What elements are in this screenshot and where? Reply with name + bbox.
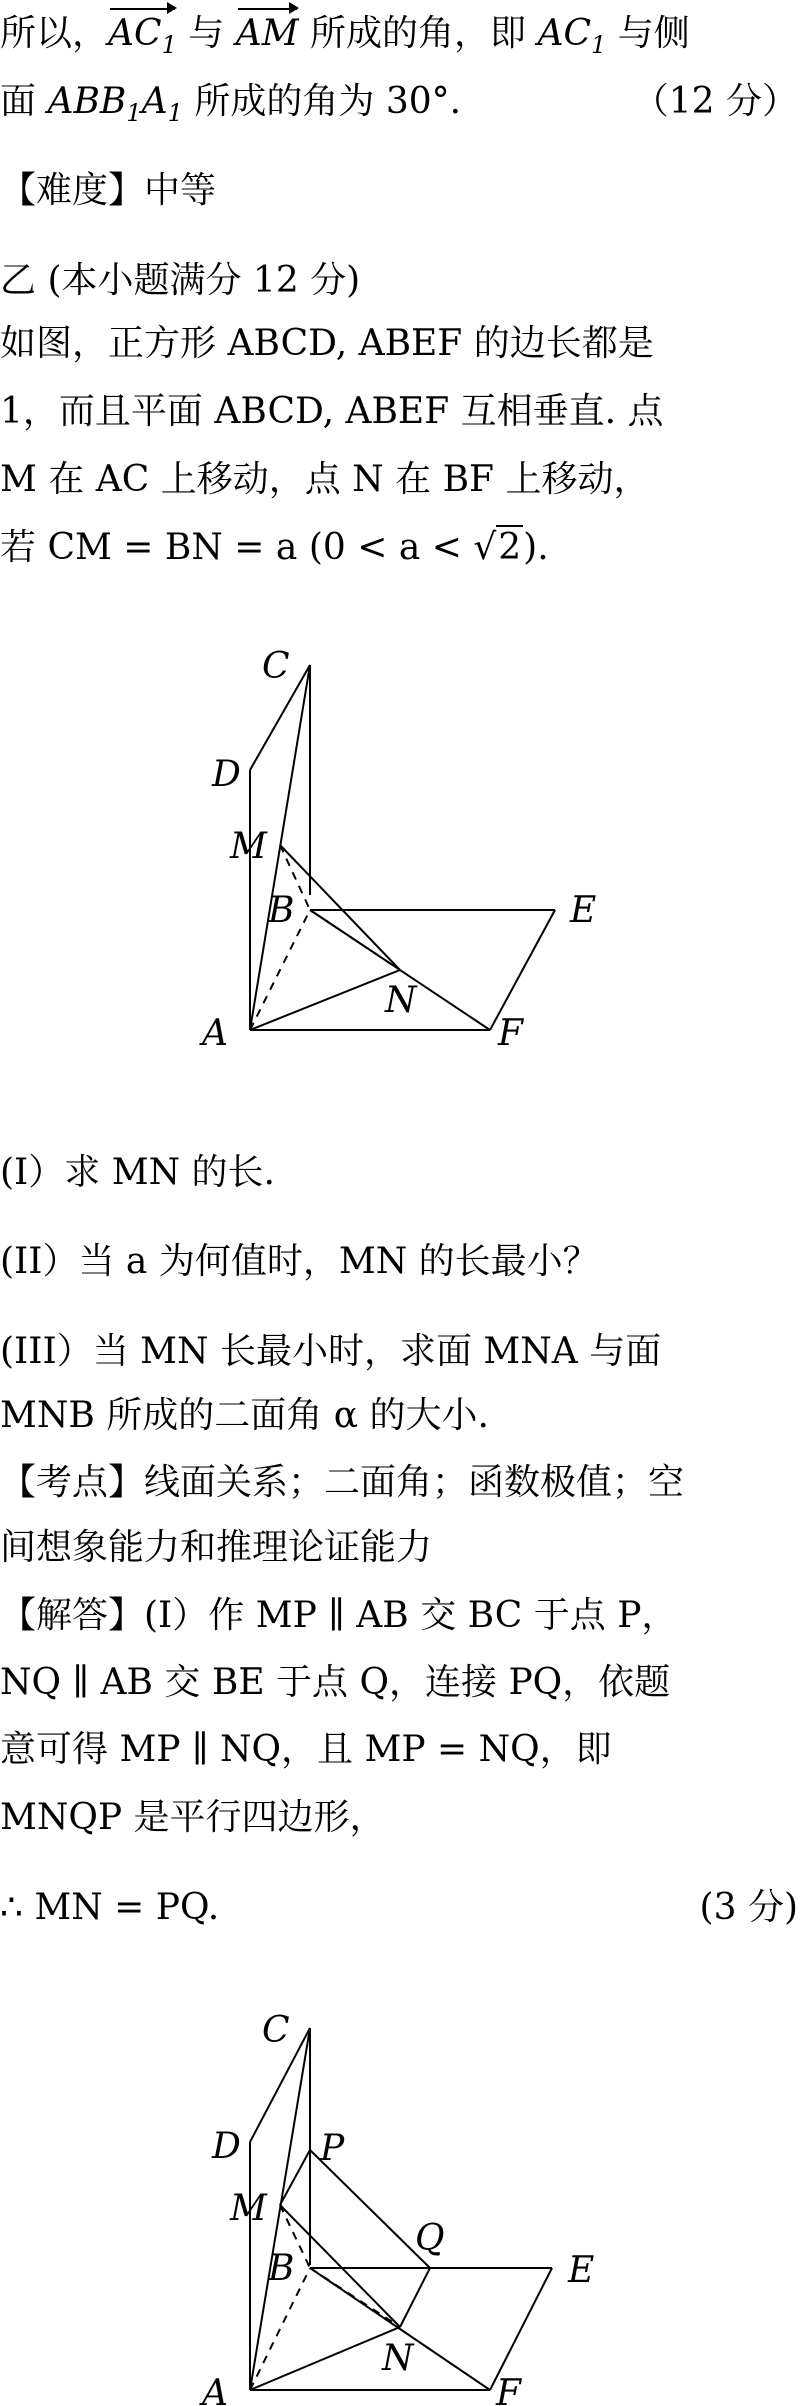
edge-MN [280, 2205, 400, 2327]
text: 与侧 [606, 13, 690, 54]
label-D: D [212, 2126, 241, 2167]
edge-QN [400, 2268, 430, 2327]
face-label: $ABB_1A_1$ [47, 81, 183, 127]
edge-AN [250, 970, 400, 1030]
label-E: E [570, 890, 597, 931]
label-D: D [212, 754, 241, 795]
label-F: F [496, 2373, 521, 2406]
figure-2 [190, 2000, 630, 2406]
label-N: N [385, 980, 417, 1021]
label-Q: Q [415, 2218, 445, 2259]
sqrt-radicand: 2 [498, 527, 522, 568]
label-B: B [268, 2248, 295, 2289]
segment-ac1: $AC_1$ [537, 13, 607, 59]
text: 与 [176, 13, 236, 54]
label-P: P [320, 2128, 345, 2169]
label-F: F [498, 1013, 523, 1054]
text: 所成的角，即 [298, 13, 538, 54]
text: 所成的角为 30°. [182, 81, 462, 122]
figure-1-svg [190, 640, 630, 1060]
label-A: A [202, 2373, 228, 2406]
exam-page: 所以，$AC_1$ 与 AM 所成的角，即 $AC_1$ 与侧 面 $ABB_1A_1$ 所成的角为 30°. （12 分） 【难度】中等 乙 (本小题满分 12 分) 如图，正方形 ABCD, ABEF 的边长都是 1，而且平面 ABCD, ABEF 互相垂直. 点 M 在 AC 上移动，点 N 在 BF 上移动， 若 CM = BN = a (0 < a < √2). C D M B E N A F (I）求 MN 的长. (II）当 a 为何值时，MN 的长最小？ (III）当 MN 长最小时，求面 MNA 与面 MNB 所成的二面角 α 的大小. 【考点】线面关系；二面角；函数极值；空 间想象能力和推理论证能力 【解答】(I）作 MP ∥ AB 交 BC 于点 P， NQ ∥ AB 交 BE 于点 Q，连接 PQ，依题 意可得 MP ∥ NQ，且 MP = NQ，即 MNQP 是平行四边形， ∴ MN = PQ. (3 分) C D P M Q B E N A F [0, 0, 802, 2406]
edge-MN [280, 845, 400, 970]
label-A: A [202, 1013, 228, 1054]
label-M: M [230, 2188, 267, 2229]
figure-2-svg [190, 2000, 630, 2406]
score-label: （12 分） [632, 81, 798, 122]
label-E: E [568, 2250, 595, 2291]
label-N: N [382, 2338, 414, 2379]
edge-AN [250, 2327, 400, 2390]
label-C: C [262, 2010, 290, 2051]
text: 面 [0, 81, 48, 122]
label-C: C [262, 646, 290, 687]
vector-am: AM [236, 8, 299, 60]
label-B: B [268, 890, 295, 931]
text: 所以， [0, 13, 109, 54]
edge-FE [490, 910, 555, 1030]
score-label: (3 分) [699, 1887, 798, 1928]
label-M: M [230, 826, 267, 867]
vector-ac1: $AC_1$ [108, 8, 177, 60]
figure-1 [190, 640, 630, 1060]
edge-FE [490, 2268, 552, 2390]
